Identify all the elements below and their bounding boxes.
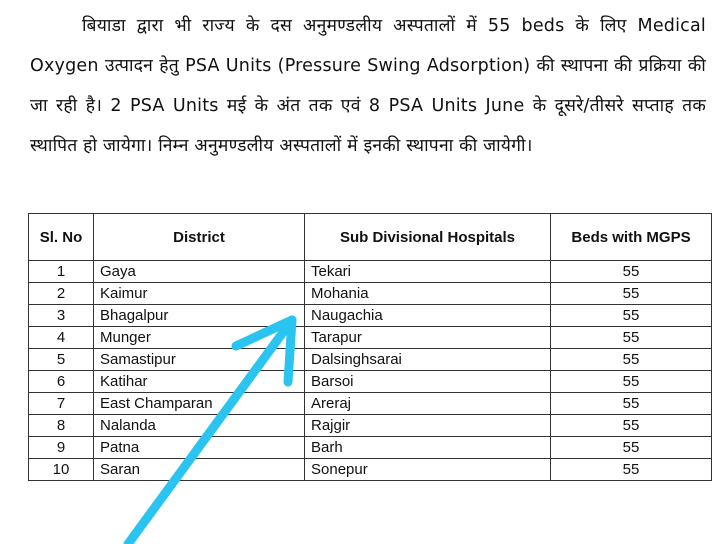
- cell-beds: 55: [551, 327, 712, 349]
- table-header-row: [29, 214, 712, 261]
- cell-beds: 55: [551, 437, 712, 459]
- cell-beds: 55: [551, 261, 712, 283]
- cell-sl-no: 6: [29, 371, 94, 393]
- table-row: [29, 437, 712, 459]
- cell-sl-no: 7: [29, 393, 94, 415]
- cell-sl-no: 4: [29, 327, 94, 349]
- cell-district: Samastipur: [94, 349, 305, 371]
- cell-district: Nalanda: [94, 415, 305, 437]
- cell-hospital: Barsoi: [305, 371, 551, 393]
- header-sl-no: Sl. No: [29, 214, 94, 261]
- table-row: [29, 349, 712, 371]
- cell-sl-no: 10: [29, 459, 94, 481]
- paragraph-line-1: बियाडा द्वारा भी राज्य के दस अनुमण्डलीय अस्पतालों में 55 beds के लिए: [82, 16, 627, 36]
- table-row: [29, 415, 712, 437]
- cell-district: Patna: [94, 437, 305, 459]
- paragraph-line-4: June के दूसरे/तीसरे सप्ताह तक स्थापित हो जायेगा। निम्न अनुमण्डलीय: [30, 96, 706, 156]
- cell-beds: 55: [551, 371, 712, 393]
- table-row: [29, 393, 712, 415]
- cell-beds: 55: [551, 459, 712, 481]
- cell-district: Bhagalpur: [94, 305, 305, 327]
- paragraph-line-2: Medical Oxygen उत्पादन हेतु PSA Units (Pressure Swing Adsorption) की: [30, 16, 706, 76]
- cell-district: Munger: [94, 327, 305, 349]
- cell-sl-no: 5: [29, 349, 94, 371]
- table-row: [29, 283, 712, 305]
- cell-hospital: Sonepur: [305, 459, 551, 481]
- cell-hospital: Tekari: [305, 261, 551, 283]
- table-row: [29, 305, 712, 327]
- cell-sl-no: 8: [29, 415, 94, 437]
- cell-sl-no: 1: [29, 261, 94, 283]
- table-row: [29, 459, 712, 481]
- paragraph-line-5: अस्पतालों में इनकी स्थापना की जायेगी।: [279, 136, 533, 156]
- cell-hospital: Areraj: [305, 393, 551, 415]
- document-paragraph: [30, 6, 706, 166]
- table-row: [29, 371, 712, 393]
- cell-hospital: Tarapur: [305, 327, 551, 349]
- cell-beds: 55: [551, 283, 712, 305]
- hospital-table: [28, 213, 712, 481]
- table-row: [29, 261, 712, 283]
- cell-beds: 55: [551, 393, 712, 415]
- paragraph-line-3: स्थापना की प्रक्रिया की जा रही है। 2 PSA Units मई के अंत तक एवं 8 PSA Units: [30, 56, 706, 116]
- cell-hospital: Barh: [305, 437, 551, 459]
- header-district: District: [94, 214, 305, 261]
- header-beds-with-mgps: Beds with MGPS: [551, 214, 712, 261]
- cell-sl-no: 9: [29, 437, 94, 459]
- cell-beds: 55: [551, 349, 712, 371]
- cell-hospital: Rajgir: [305, 415, 551, 437]
- cell-hospital: Mohania: [305, 283, 551, 305]
- table-row: [29, 327, 712, 349]
- cell-sl-no: 2: [29, 283, 94, 305]
- cell-hospital: Dalsinghsarai: [305, 349, 551, 371]
- cell-district: Gaya: [94, 261, 305, 283]
- cell-beds: 55: [551, 305, 712, 327]
- cell-district: East Champaran: [94, 393, 305, 415]
- cell-district: Kaimur: [94, 283, 305, 305]
- cell-hospital: Naugachia: [305, 305, 551, 327]
- cell-sl-no: 3: [29, 305, 94, 327]
- cell-beds: 55: [551, 415, 712, 437]
- cell-district: Saran: [94, 459, 305, 481]
- header-sub-divisional-hospitals: Sub Divisional Hospitals: [305, 214, 551, 261]
- cell-district: Katihar: [94, 371, 305, 393]
